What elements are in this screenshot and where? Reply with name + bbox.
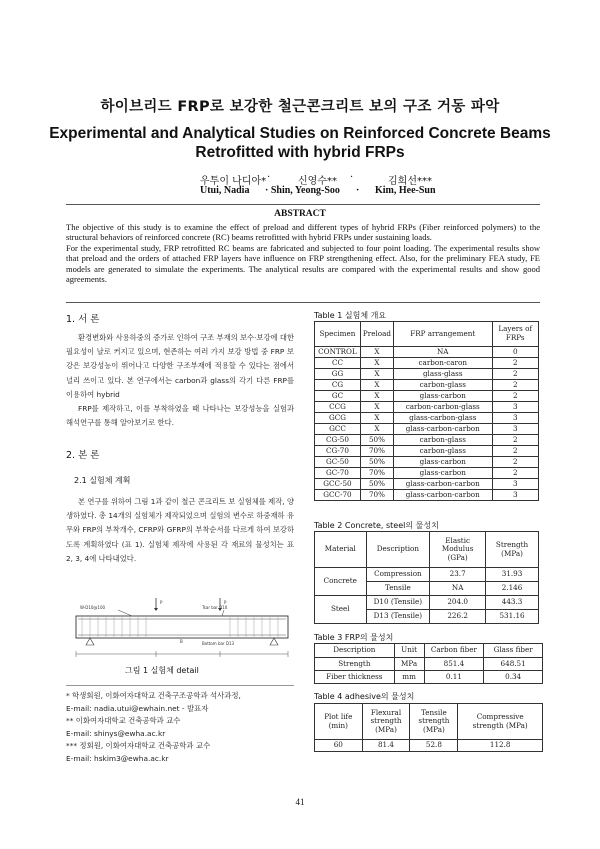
- table-1-cell: 3: [492, 402, 538, 413]
- table-1-cell: glass-carbon-glass: [393, 413, 492, 424]
- table-1-cell: 2: [492, 435, 538, 446]
- table-3-header-description: Description: [315, 644, 395, 658]
- footnote-2: ** 이화여자대학교 건축공학과 교수: [66, 716, 181, 726]
- table-1-cell: glass-carbon: [393, 457, 492, 468]
- table-1-header-preload: Preload: [360, 322, 393, 347]
- table-1-cell: 3: [492, 413, 538, 424]
- section-2-1-paragraph: 본 연구를 위하여 그림 1과 같이 철근 콘크리트 보 실험체를 제작, 양생하였다. 총 14개의 실험체가 제작되었으며 실험의 변수로 하중재하 유무와 FRP의 부착개수, CFRP와 GFRP의 부착순서를 다르게 하여 보강하도록 계획하였다 (표 1). 실험체 제작에 사용된 각 재료의 물성치는 표 2, 3, 4에 나타내었다.: [66, 497, 294, 563]
- beam-outline: [76, 616, 288, 638]
- table-4-cell: 81.4: [362, 740, 410, 752]
- table-1-cell: 2: [492, 369, 538, 380]
- load-label-left: P: [160, 600, 163, 605]
- table-row: [315, 479, 539, 490]
- table-1-cell: glass-glass: [393, 369, 492, 380]
- table-row: [315, 596, 539, 610]
- table-3-header-glass: Glass fiber: [484, 644, 543, 658]
- abstract-top-rule: [66, 204, 540, 205]
- table-row: [315, 369, 539, 380]
- section-1-paragraph-2: FRP를 제작하고, 이를 부착하였을 때 나타나는 보강성능을 실험과 해석연구를 통해 알아보기로 한다.: [66, 404, 294, 428]
- table-1-cell: glass-carbon: [393, 391, 492, 402]
- table-2-cell: 226.2: [430, 610, 486, 624]
- table-2-header-material: Material: [315, 532, 367, 568]
- section-1-paragraph-1: 환경변화와 사용하중의 증가로 인하여 구조 부재의 보수·보강에 대한 필요성이 날로 커지고 있으며, 현존하는 여러 가지 보강 방법 중 FRP 보강은 보강성능이 뛰어나고 다양한 구조부재에 적용할 수 있다는 점에서 널리 쓰이고 있다. 본 연구에서는 carbon과 glass의 각기 다른 FRP를 이용하여 hybrid: [66, 333, 294, 399]
- table-1-cell: X: [360, 391, 393, 402]
- table-1-cell: 3: [492, 479, 538, 490]
- table-1-cell: 2: [492, 391, 538, 402]
- table-2-cell: 31.93: [486, 568, 539, 582]
- table-4-header-tensile: Tensile strength (MPa): [410, 704, 458, 740]
- table-1-cell: glass-carbon-carbon: [393, 490, 492, 501]
- table-1-header-row: [315, 322, 539, 347]
- table-1-header-layers: Layers of FRPs: [492, 322, 538, 347]
- table-1-cell: GC: [315, 391, 361, 402]
- section-b-label: B: [180, 639, 183, 644]
- author3-en: Kim, Hee-Sun: [375, 185, 436, 196]
- table-2-cell: Tensile: [366, 582, 430, 596]
- title-english-line2: Retrofitted with hybrid FRPs: [195, 144, 405, 161]
- table-2-caption: Table 2 Concrete, steel의 물성치: [314, 521, 439, 530]
- table-3-header-unit: Unit: [394, 644, 424, 658]
- footnote-1-email: E-mail: nadia.utui@ewhain.net - 발표자: [66, 703, 209, 713]
- table-3-cell: mm: [394, 671, 424, 684]
- author3-kr: 김희선***: [388, 176, 432, 187]
- table-3-cell: Strength: [315, 658, 395, 671]
- table-1-cell: carbon-carbon-glass: [393, 402, 492, 413]
- table-row: [315, 568, 539, 582]
- table-1-cell: X: [360, 358, 393, 369]
- table-2-cell: D13 (Tensile): [366, 610, 430, 624]
- table-2-cell: 2.146: [486, 582, 539, 596]
- table-2-header-modulus: Elastic Modulus (GPa): [430, 532, 486, 568]
- section-2-1-heading: 2.1 실험체 계획: [74, 476, 131, 485]
- table-1-cell: GCC-70: [315, 490, 361, 501]
- table-1: [314, 321, 539, 501]
- table-1-cell: glass-carbon-carbon: [393, 424, 492, 435]
- table-1-cell: 70%: [360, 490, 393, 501]
- table-3: [314, 643, 543, 684]
- table-2: [314, 531, 539, 624]
- footnote-3-email: E-mail: hskim3@ewha.ac.kr: [66, 753, 169, 763]
- table-1-cell: CG-70: [315, 446, 361, 457]
- stirrup-label: W-D10@100: [80, 605, 106, 610]
- table-row: [315, 740, 543, 752]
- table-1-cell: GC-50: [315, 457, 361, 468]
- table-1-cell: NA: [393, 347, 492, 358]
- table-3-header-row: [315, 644, 543, 658]
- table-row: [315, 424, 539, 435]
- table-2-header-strength: Strength (MPa): [486, 532, 539, 568]
- table-1-cell: X: [360, 413, 393, 424]
- title-korean: 하이브리드 FRP로 보강한 철근콘크리트 보의 구조 거동 파악: [100, 99, 500, 115]
- table-4-header-flexural: Flexural strength (MPa): [362, 704, 410, 740]
- table-row: [315, 380, 539, 391]
- table-2-cell: 204.0: [430, 596, 486, 610]
- top-bar-leader: [222, 610, 224, 616]
- table-row: [315, 446, 539, 457]
- table-1-cell: 3: [492, 490, 538, 501]
- table-1-cell: 70%: [360, 468, 393, 479]
- table-1-cell: GG: [315, 369, 361, 380]
- table-2-cell: 443.3: [486, 596, 539, 610]
- table-3-cell: 851.4: [424, 658, 484, 671]
- section-1-heading: 1. 서 론: [66, 314, 100, 325]
- figure-1-caption: 그림 1 실험체 detail: [125, 666, 199, 675]
- table-row: [315, 347, 539, 358]
- abstract-heading: ABSTRACT: [274, 209, 326, 219]
- abstract-body: [66, 222, 540, 284]
- table-4-header-compressive: Compressive strength (MPa): [458, 704, 543, 740]
- table-row: [315, 658, 543, 671]
- table-2-header-description: Description: [366, 532, 430, 568]
- footnote-3: *** 정회원, 이화여자대학교 건축공학과 교수: [66, 741, 211, 751]
- footnote-2-email: E-mail: shinys@ewha.ac.kr: [66, 728, 166, 738]
- table-1-caption: Table 1 실험체 개요: [314, 311, 387, 320]
- table-1-cell: CG-50: [315, 435, 361, 446]
- table-1-cell: 2: [492, 358, 538, 369]
- table-row: [315, 413, 539, 424]
- table-1-cell: 2: [492, 380, 538, 391]
- table-row: [315, 402, 539, 413]
- table-4-caption: Table 4 adhesive의 물성치: [314, 692, 415, 701]
- table-row: [315, 457, 539, 468]
- table-row: [315, 391, 539, 402]
- abstract-paragraph-1: The objective of this study is to examine the effect of preload and different types of hybrid FRPs (Fiber reinforced polymers) to the structural behaviors of reinforced concrete (RC) beams retrofitted with hybrid FRPs under sustaining loads.: [66, 222, 540, 243]
- table-2-material-concrete: Concrete: [315, 568, 367, 596]
- table-3-header-carbon: Carbon fiber: [424, 644, 484, 658]
- support-left: [86, 638, 94, 645]
- table-3-cell: Fiber thickness: [315, 671, 395, 684]
- table-4-header-row: [315, 704, 543, 740]
- stirrups: [82, 617, 278, 637]
- author1-en: Utui, Nadia: [200, 185, 250, 196]
- table-3-cell: 0.11: [424, 671, 484, 684]
- bottom-bar-label: Bottom bar D13: [202, 641, 235, 646]
- abstract-bottom-rule: [66, 302, 540, 303]
- table-1-cell: carbon-glass: [393, 446, 492, 457]
- table-4-cell: 112.8: [458, 740, 543, 752]
- table-3-caption: Table 3 FRP의 물성치: [314, 633, 394, 642]
- table-row: [315, 468, 539, 479]
- table-4-header-plot-life: Plot life (min): [315, 704, 363, 740]
- top-bar-label: Tsar bar D10: [202, 605, 228, 610]
- title-english: [40, 124, 560, 162]
- author2-kr: 신영수**: [298, 176, 337, 187]
- author2-en: · Shin, Yeong-Soo: [265, 185, 340, 196]
- footnote-rule: [66, 685, 294, 686]
- table-2-material-steel: Steel: [315, 596, 367, 624]
- table-row: [315, 435, 539, 446]
- table-row: [315, 671, 543, 684]
- table-1-header-arrangement: FRP arrangement: [393, 322, 492, 347]
- table-1-cell: X: [360, 347, 393, 358]
- author-sep2: ·: [350, 172, 354, 183]
- table-1-cell: 50%: [360, 435, 393, 446]
- table-2-cell: Compression: [366, 568, 430, 582]
- table-2-cell: 531.16: [486, 610, 539, 624]
- table-1-cell: CG: [315, 380, 361, 391]
- table-1-cell: X: [360, 369, 393, 380]
- table-1-cell: carbon-glass: [393, 435, 492, 446]
- table-1-cell: GCG: [315, 413, 361, 424]
- table-row: [315, 358, 539, 369]
- table-1-cell: GCC-50: [315, 479, 361, 490]
- abstract-paragraph-2: For the experimental study, FRP retrofitted RC beams are fabricated and subjected to four point loading. The experimental results show that preload and the orders of attached FRP layers have influence on FRP strengthening effect. Also, for the preliminary FEA study, FE models are generated to simulate the experiments. The analytical results are compared with the experimental results and show good agreements.: [66, 242, 540, 285]
- section-2-1-body: [66, 495, 294, 566]
- author-sep1: ·: [267, 172, 271, 183]
- table-2-header-row: [315, 532, 539, 568]
- table-2-cell: 23.7: [430, 568, 486, 582]
- table-4-cell: 52.8: [410, 740, 458, 752]
- footnotes: [66, 690, 306, 766]
- table-1-cell: carbon-glass: [393, 380, 492, 391]
- table-1-cell: 50%: [360, 479, 393, 490]
- title-english-line1: Experimental and Analytical Studies on Reinforced Concrete Beams: [49, 125, 551, 142]
- support-right: [270, 638, 278, 645]
- table-1-cell: 2: [492, 468, 538, 479]
- table-1-cell: GCC: [315, 424, 361, 435]
- table-1-cell: glass-carbon: [393, 468, 492, 479]
- table-1-cell: X: [360, 380, 393, 391]
- table-1-cell: X: [360, 424, 393, 435]
- page-number: 41: [295, 797, 305, 807]
- table-1-header-specimen: Specimen: [315, 322, 361, 347]
- footnote-1: * 학생회원, 이화여자대학교 건축구조공학과 석사과정,: [66, 691, 241, 700]
- author1-kr: 우투이 나디아*: [200, 176, 267, 187]
- table-1-cell: 0: [492, 347, 538, 358]
- specimen-detail-figure: [72, 596, 292, 662]
- table-1-cell: 3: [492, 424, 538, 435]
- table-1-cell: 2: [492, 457, 538, 468]
- load-label-right: P: [224, 600, 227, 605]
- load-arrowhead-left: [154, 608, 158, 611]
- table-2-cell: D10 (Tensile): [366, 596, 430, 610]
- table-3-cell: MPa: [394, 658, 424, 671]
- table-1-cell: GC-70: [315, 468, 361, 479]
- table-1-cell: glass-carbon-carbon: [393, 479, 492, 490]
- table-4-cell: 60: [315, 740, 363, 752]
- table-1-cell: 50%: [360, 457, 393, 468]
- stirrup-leader: [118, 610, 132, 616]
- table-row: [315, 490, 539, 501]
- table-1-cell: CONTROL: [315, 347, 361, 358]
- table-1-cell: 70%: [360, 446, 393, 457]
- table-3-cell: 0.34: [484, 671, 543, 684]
- table-1-cell: X: [360, 402, 393, 413]
- author-sep-en: ·: [356, 185, 360, 196]
- table-1-cell: CCG: [315, 402, 361, 413]
- table-1-cell: carbon-caron: [393, 358, 492, 369]
- table-2-cell: NA: [430, 582, 486, 596]
- table-3-cell: 648.51: [484, 658, 543, 671]
- section-2-heading: 2. 본 론: [66, 450, 100, 461]
- table-1-cell: 2: [492, 446, 538, 457]
- table-4: [314, 703, 543, 752]
- section-1-body: [66, 331, 294, 430]
- table-1-cell: CC: [315, 358, 361, 369]
